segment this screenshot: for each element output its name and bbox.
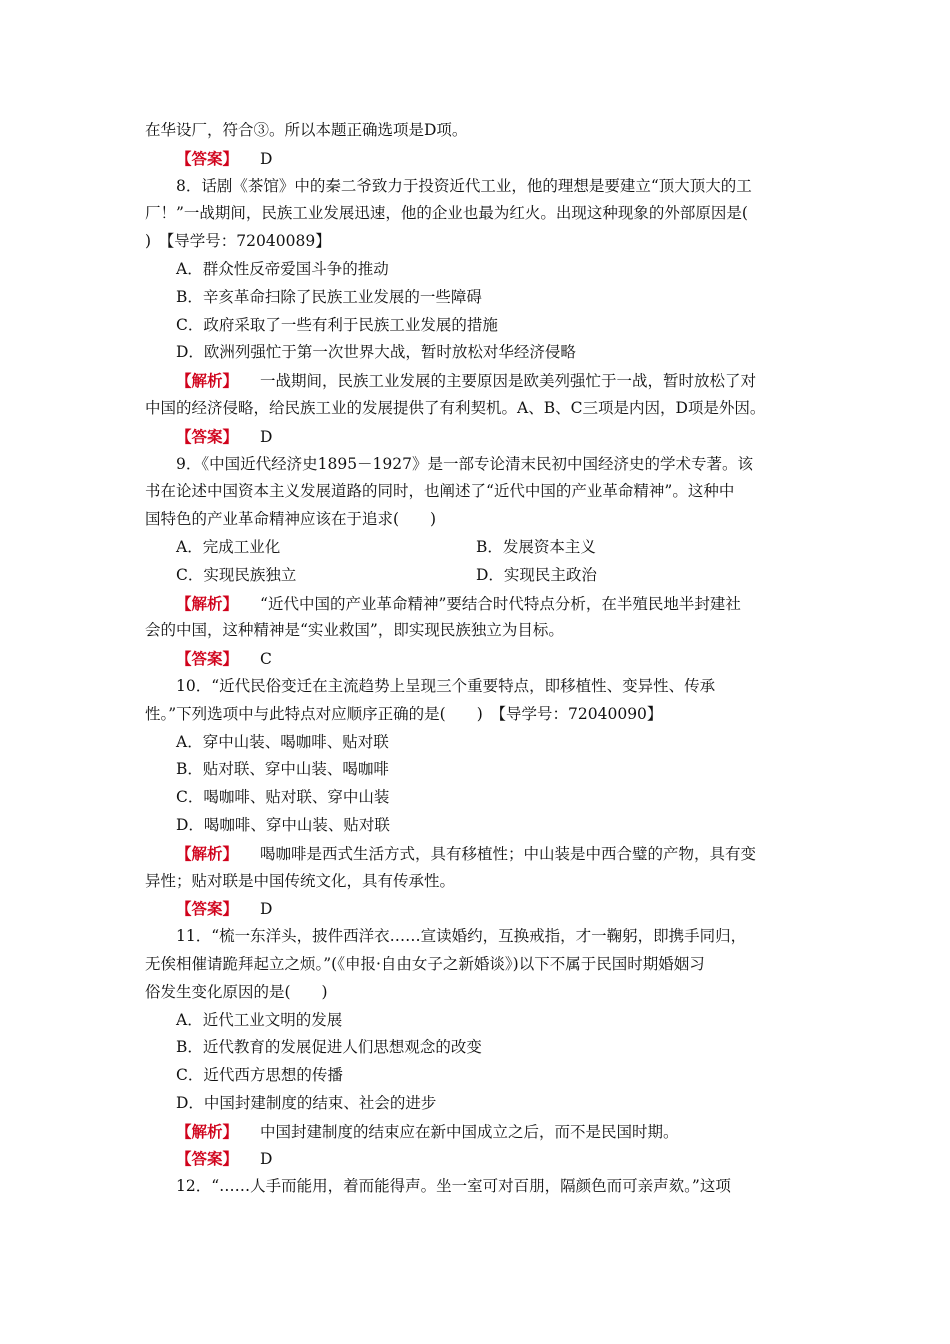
- option-a: A．群众性反帝爱国斗争的推动: [176, 259, 389, 278]
- analysis-line: [145, 367, 810, 395]
- question-line: 10．“近代民俗变迁在主流趋势上呈现三个重要特点，即移植性、变异性、传承: [176, 676, 716, 695]
- answer-line: [145, 1145, 810, 1173]
- analysis-line: [145, 590, 810, 618]
- answer-tag: 【答案】: [176, 649, 239, 669]
- analysis-line: [145, 1118, 810, 1146]
- question-line: 9．《中国近代经济史1895－1927》是一部专论清末民初中国经济史的学术专著。该: [176, 454, 754, 473]
- option-c: C．喝咖啡、贴对联、穿中山装: [176, 788, 390, 807]
- answer-value: D: [260, 1150, 273, 1169]
- text-line: 厂！”一战期间，民族工业发展迅速，他的企业也最为红火。出现这种现象的外部原因是(: [145, 204, 748, 223]
- question-line: 12．“……人手而能用，着而能得声。坐一室可对百朋，隔颜色而可亲声欬。”这项: [176, 1177, 731, 1196]
- option-a: A．完成工业化: [176, 537, 281, 556]
- option-c: C．近代西方思想的传播: [176, 1066, 343, 1085]
- analysis-tag: 【解析】: [176, 593, 239, 613]
- answer-line: [145, 145, 810, 173]
- text-line: 无俟相催请跪拜起立之烦。”(《申报·自由女子之新婚谈》)以下不属于民国时期婚姻习: [145, 954, 705, 973]
- text-line: 中国的经济侵略，给民族工业的发展提供了有利契机。A、B、C三项是内因，D项是外因。: [145, 398, 766, 417]
- option-b: B．贴对联、穿中山装、喝咖啡: [176, 760, 389, 779]
- option-d: D．实现民主政治: [476, 565, 597, 584]
- text-line: 性。”下列选项中与此特点对应顺序正确的是( ) 【导学号：72040090】: [145, 704, 663, 723]
- answer-value: C: [260, 650, 272, 669]
- answer-tag: 【答案】: [176, 899, 239, 919]
- text-line: 会的中国，这种精神是“实业救国”，即实现民族独立为目标。: [145, 621, 564, 640]
- option-b: B．发展资本主义: [476, 537, 596, 556]
- answer-value: D: [260, 149, 273, 168]
- option-d: D．喝咖啡、穿中山装、贴对联: [176, 815, 390, 834]
- text-line: 异性；贴对联是中国传统文化，具有传承性。: [145, 871, 456, 890]
- analysis-line: [145, 840, 810, 868]
- option-c: C．政府采取了一些有利于民族工业发展的措施: [176, 315, 498, 334]
- option-d: D．欧洲列强忙于第一次世界大战，暂时放松对华经济侵略: [176, 343, 576, 362]
- answer-tag: 【答案】: [176, 148, 239, 168]
- answer-line: [145, 895, 810, 923]
- option-b: B．近代教育的发展促进人们思想观念的改变: [176, 1038, 482, 1057]
- analysis-text: 中国封建制度的结束应在新中国成立之后，而不是民国时期。: [260, 1122, 679, 1141]
- option-a: A．穿中山装、喝咖啡、贴对联: [176, 732, 389, 751]
- option-row: [145, 562, 810, 590]
- option-c: C．实现民族独立: [176, 565, 297, 584]
- answer-line: [145, 423, 810, 451]
- analysis-text: 喝咖啡是西式生活方式，具有移植性；中山装是中西合璧的产物，具有变: [260, 844, 757, 863]
- question-line: 8．话剧《茶馆》中的秦二爷致力于投资近代工业，他的理想是要建立“顶大顶大的工: [176, 176, 752, 195]
- analysis-text: 一战期间，民族工业发展的主要原因是欧美列强忙于一战，暂时放松了对: [260, 372, 757, 391]
- option-b: B．辛亥革命扫除了民族工业发展的一些障碍: [176, 287, 482, 306]
- text-line: 俗发生变化原因的是( ): [145, 982, 328, 1001]
- analysis-tag: 【解析】: [176, 843, 239, 863]
- text-line: 在华设厂，符合③。所以本题正确选项是D项。: [145, 121, 468, 139]
- text-line: 国特色的产业革命精神应该在于追求( ): [145, 510, 437, 529]
- text-line: ) 【导学号：72040089】: [145, 232, 331, 251]
- option-a: A．近代工业文明的发展: [176, 1010, 343, 1029]
- analysis-tag: 【解析】: [176, 371, 239, 391]
- text-line: 书在论述中国资本主义发展道路的同时，也阐述了“近代中国的产业革命精神”。这种中: [145, 482, 735, 501]
- answer-value: D: [260, 427, 273, 446]
- answer-tag: 【答案】: [176, 1149, 239, 1169]
- answer-value: D: [260, 900, 273, 919]
- option-row: [145, 534, 810, 562]
- answer-tag: 【答案】: [176, 426, 239, 446]
- option-d: D．中国封建制度的结束、社会的进步: [176, 1093, 437, 1112]
- analysis-text: “近代中国的产业革命精神”要结合时代特点分析，在半殖民地半封建社: [260, 594, 741, 613]
- analysis-tag: 【解析】: [176, 1121, 239, 1141]
- question-line: 11．“梳一东洋头，披件西洋衣……宣读婚约，互换戒指，才一鞠躬，即携手同归，: [176, 927, 747, 946]
- document-body: [145, 117, 810, 1201]
- answer-line: [145, 645, 810, 673]
